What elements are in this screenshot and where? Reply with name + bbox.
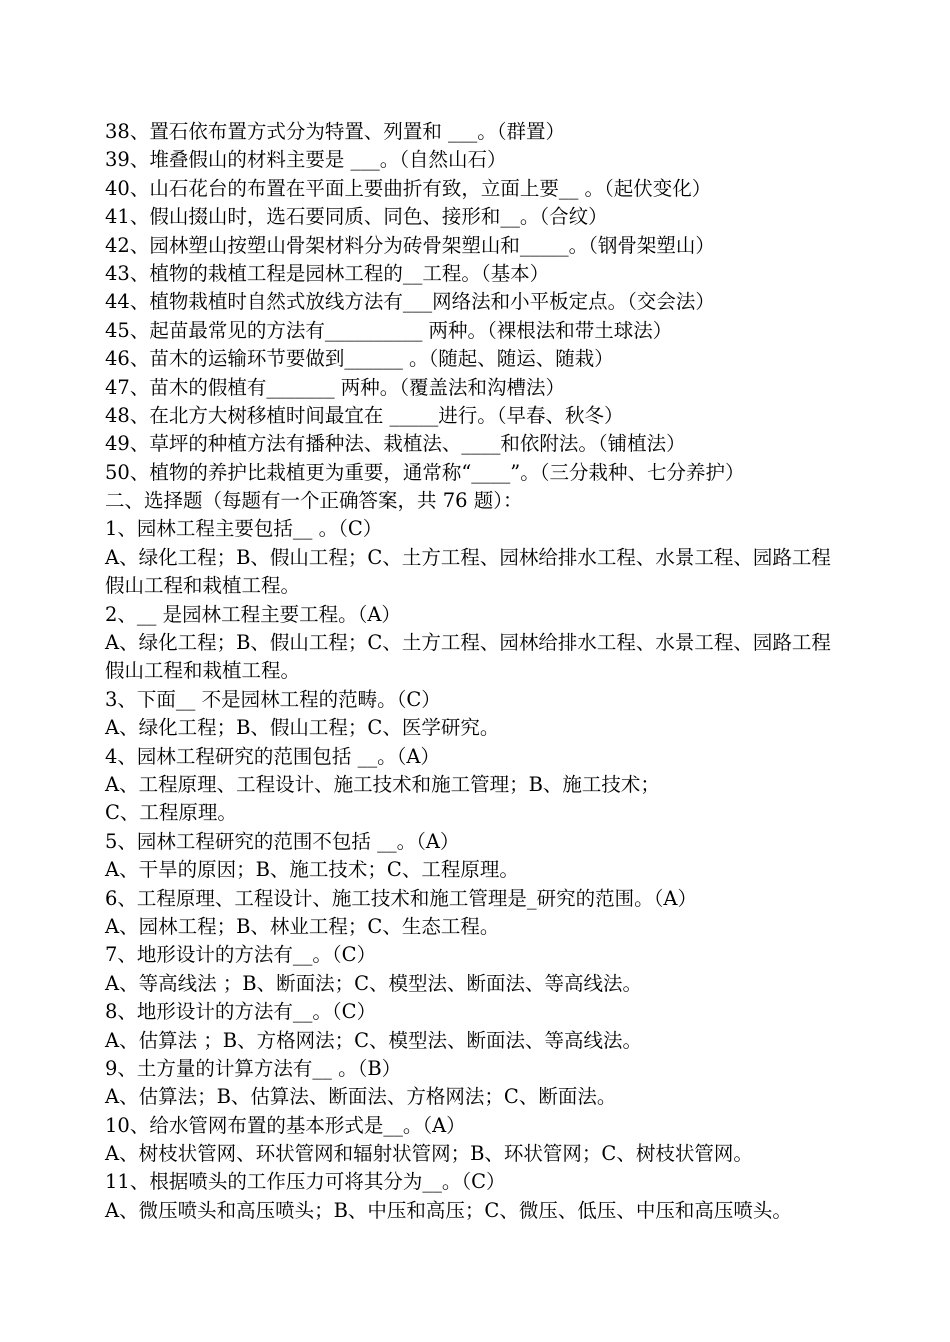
text-line: 42、园林塑山按塑山骨架材料分为砖骨架塑山和_____。（钢骨架塑山） [105, 233, 715, 257]
question-line: 1、园林工程主要包括__ 。（C） [105, 517, 383, 541]
answer-options-continued: C、工程原理。 [105, 801, 237, 825]
text-line: 46、苗木的运输环节要做到______ 。（随起、随运、随栽） [105, 347, 614, 371]
text-line: 38、置石依布置方式分为特置、列置和 ___。（群置） [105, 120, 566, 143]
question-line: 10、给水管网布置的基本形式是__。（A） [105, 1113, 466, 1137]
answer-options: A、等高线法 ；B、断面法；C、模型法、断面法、等高线法。 [105, 971, 643, 995]
text-line: 47、苗木的假植有_______ 两种。（覆盖法和沟槽法） [105, 375, 566, 399]
answer-options: A、树枝状管网、环状管网和辐射状管网；B、环状管网；C、树枝状管网。 [105, 1142, 753, 1166]
question-line: 6、工程原理、工程设计、施工技术和施工管理是_研究的范围。（A） [105, 886, 697, 910]
document-body [105, 118, 865, 1225]
text-line: 44、植物栽植时自然式放线方法有___网络法和小平板定点。（交会法） [105, 290, 715, 314]
text-line: 39、堆叠假山的材料主要是 ___。（自然山石） [105, 148, 507, 172]
text-line: 45、起苗最常见的方法有__________ 两种。（裸根法和带土球法） [105, 318, 673, 342]
answer-options: A、园林工程；B、林业工程；C、生态工程。 [105, 914, 500, 938]
answer-options: A、绿化工程；B、假山工程；C、土方工程、园林给排水工程、水景工程、园路工程 [105, 545, 831, 569]
answer-options-continued: 假山工程和栽植工程。 [105, 659, 301, 683]
question-line: 8、地形设计的方法有__。（C） [105, 1000, 377, 1024]
question-line: 4、园林工程研究的范围包括 __。（A） [105, 744, 440, 768]
question-line: 9、土方量的计算方法有__ 。（B） [105, 1056, 402, 1080]
answer-options: A、绿化工程；B、假山工程；C、土方工程、园林给排水工程、水景工程、园路工程 [105, 631, 831, 655]
question-line: 3、下面__ 不是园林工程的范畴。（C） [105, 687, 441, 711]
answer-options: A、微压喷头和高压喷头；B、中压和高压；C、微压、低压、中压和高压喷头。 [105, 1198, 792, 1222]
text-line: 49、草坪的种植方法有播种法、栽植法、____和依附法。（铺植法） [105, 432, 686, 456]
text-line: 41、假山掇山时，选石要同质、同色、接形和__。（合纹） [105, 205, 608, 229]
question-line: 2、__ 是园林工程主要工程。（A） [105, 602, 401, 626]
question-line: 11、根据喷头的工作压力可将其分为__。（C） [105, 1170, 506, 1194]
question-line: 5、园林工程研究的范围不包括 __。（A） [105, 829, 460, 853]
text-line: 50、植物的养护比栽植更为重要，通常称“____”。（三分栽种、七分养护） [105, 460, 745, 484]
answer-options: A、绿化工程；B、假山工程；C、医学研究。 [105, 716, 500, 740]
text-line: 43、植物的栽植工程是园林工程的__工程。（基本） [105, 261, 550, 285]
section-heading: 二、选择题（每题有一个正确答案，共 76 题）： [105, 489, 523, 513]
text-line: 40、山石花台的布置在平面上要曲折有致，立面上要__ 。（起伏变化） [105, 176, 712, 200]
answer-options: A、估算法；B、估算法、断面法、方格网法；C、断面法。 [105, 1085, 617, 1109]
answer-options: A、估算法 ；B、方格网法；C、模型法、断面法、等高线法。 [105, 1028, 643, 1052]
answer-options-continued: 假山工程和栽植工程。 [105, 574, 301, 598]
question-line: 7、地形设计的方法有__。（C） [105, 943, 377, 967]
answer-options: A、工程原理、工程设计、施工技术和施工管理；B、施工技术； [105, 772, 660, 796]
text-line: 48、在北方大树移植时间最宜在 _____进行。（早春、秋冬） [105, 403, 624, 427]
answer-options: A、干旱的原因；B、施工技术；C、工程原理。 [105, 858, 519, 882]
